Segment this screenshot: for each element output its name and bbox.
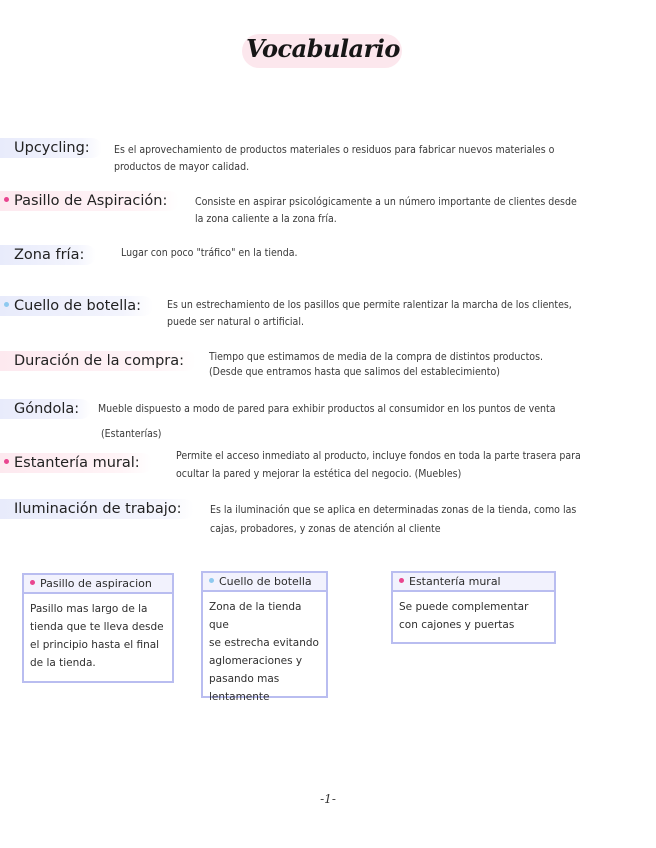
card-line: tienda que te lleva desde xyxy=(30,621,164,633)
card-title-label: Estantería mural xyxy=(409,575,501,588)
definition-line: (Estanterías) xyxy=(101,428,162,440)
definition-line: cajas, probadores, y zonas de atención al cliente xyxy=(210,523,441,535)
card-line: lentamente xyxy=(209,691,270,703)
card-line: aglomeraciones y xyxy=(209,655,303,667)
vocab-term-label: Cuello de botella: xyxy=(14,298,142,314)
page-number: -1- xyxy=(320,792,336,806)
note-card-pasillo-de-aspiracion xyxy=(22,573,174,683)
card-title xyxy=(203,573,326,592)
bullet-dot-icon xyxy=(209,578,214,583)
vocab-term xyxy=(0,191,179,211)
card-body xyxy=(393,592,554,640)
vocab-definition xyxy=(195,194,577,228)
vocab-definition xyxy=(98,401,556,443)
definition-line: Lugar con poco "tráfico" en la tienda. xyxy=(121,247,298,259)
card-title-label: Pasillo de aspiracion xyxy=(40,577,152,590)
vocab-term-label: Estantería mural: xyxy=(14,455,140,471)
vocab-term: Duración de la compra: xyxy=(0,351,196,371)
bullet-dot-icon xyxy=(4,302,9,307)
bullet-dot-icon xyxy=(4,197,9,202)
vocab-term xyxy=(0,453,152,473)
definition-line: Consiste en aspirar psicológicamente a un número importante de clientes desde xyxy=(195,196,577,208)
card-line: Zona de la tienda que xyxy=(209,601,302,631)
vocab-term: Zona fría: xyxy=(0,245,96,265)
note-card-cuello-de-botella xyxy=(201,571,328,703)
definition-line: puede ser natural o artificial. xyxy=(167,316,304,328)
page-title: Vocabulario xyxy=(246,34,400,63)
definition-line: Es un estrechamiento de los pasillos que permite ralentizar la marcha de los clientes, xyxy=(167,299,572,311)
bullet-dot-icon xyxy=(4,459,9,464)
card-body xyxy=(203,592,326,712)
vocab-term: Iluminación de trabajo: xyxy=(0,499,194,519)
card-line: pasando mas xyxy=(209,673,280,685)
definition-line: ocultar la pared y mejorar la estética del negocio. (Muebles) xyxy=(176,468,462,480)
definition-line: Tiempo que estimamos de media de la compra de distintos productos. xyxy=(209,351,544,363)
definition-line: Mueble dispuesto a modo de pared para exhibir productos al consumidor en los puntos de venta xyxy=(98,403,556,415)
vocab-definition xyxy=(121,245,298,262)
definition-line: Es el aprovechamiento de productos materiales o residuos para fabricar nuevos materiales o xyxy=(114,144,555,156)
definition-line: productos de mayor calidad. xyxy=(114,161,250,173)
definition-line: Permite el acceso inmediato al producto, incluye fondos en toda la parte trasera para xyxy=(176,450,581,462)
definition-line: (Desde que entramos hasta que salimos del establecimiento) xyxy=(209,366,500,378)
note-card-estanteria-mural xyxy=(391,571,556,644)
card-title xyxy=(393,573,554,592)
card-line: Se puede complementar xyxy=(399,601,529,613)
card-body xyxy=(24,594,172,678)
vocab-term xyxy=(0,296,153,316)
card-line: el principio hasta el final xyxy=(30,639,160,651)
card-title xyxy=(24,575,172,594)
vocab-definition xyxy=(167,297,572,331)
card-line: con cajones y puertas xyxy=(399,619,515,631)
vocab-term: Upcycling: xyxy=(0,138,102,158)
vocab-definition xyxy=(176,447,581,483)
vocab-term: Góndola: xyxy=(0,399,91,419)
card-line: de la tienda. xyxy=(30,657,96,669)
bullet-dot-icon xyxy=(30,580,35,585)
card-line: Pasillo mas largo de la xyxy=(30,603,148,615)
definition-line: Es la iluminación que se aplica en determinadas zonas de la tienda, como las xyxy=(210,504,577,516)
vocab-definition xyxy=(114,142,554,176)
bullet-dot-icon xyxy=(399,578,404,583)
title-area xyxy=(238,28,408,72)
card-title-label: Cuello de botella xyxy=(219,575,312,588)
vocab-definition xyxy=(209,350,543,380)
vocab-term-label: Pasillo de Aspiración: xyxy=(14,193,168,209)
vocab-definition xyxy=(210,501,576,539)
card-line: se estrecha evitando xyxy=(209,637,319,649)
definition-line: la zona caliente a la zona fría. xyxy=(195,213,337,225)
